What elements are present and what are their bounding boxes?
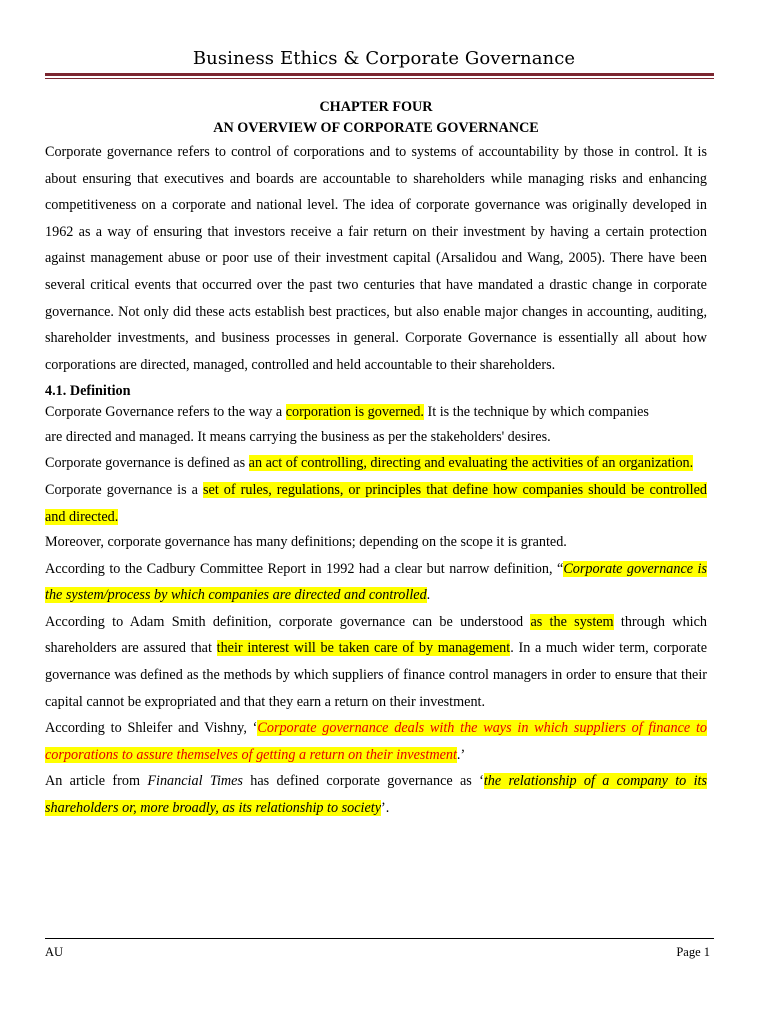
document-body — [45, 97, 707, 822]
highlight: an act of controlling, directing and evaluating the activities of an organization. — [248, 455, 694, 472]
definition-4: Moreover, corporate governance has many definitions; depending on the scope it is granted. — [45, 534, 567, 551]
shleifer-definition: According to Shleifer and Vishny, ‘Corporate governance deals with the ways in which suppliers of finance to corporations to assure themselves of getting a return on their investment.’ — [45, 720, 707, 763]
highlight: set of rules, regulations, or principles that define how companies should be controlled and directed. — [45, 481, 707, 525]
definition-1-cont: are directed and managed. It means carrying the business as per the stakeholders' desires. — [45, 428, 551, 445]
cadbury-quote: Corporate governance is the system/process by which companies are directed and controlled — [45, 560, 707, 604]
page-header-title: Business Ethics & Corporate Governance — [192, 48, 576, 69]
footer-rule — [45, 938, 714, 939]
section-heading: 4.1. Definition — [45, 383, 131, 400]
highlight: as the system — [530, 613, 614, 630]
smith-definition: According to Adam Smith definition, corporate governance can be understood as the system through which shareholders are assured that their interest will be taken care of by management. In a much wider term, corporate governance was defined as the methods by which suppliers of finance control managers in order to ensure that their capital cannot be expropriated and that they earn a return on their investment. — [45, 613, 707, 710]
definition-3: Corporate governance is a set of rules, regulations, or principles that define how companies should be controlled and directed. — [45, 481, 707, 525]
definition-2: Corporate governance is defined as an act of controlling, directing and evaluating the activities of an organization. — [45, 455, 694, 472]
intro-paragraph: Corporate governance refers to control of corporations and to systems of accountability by those in control. It is about ensuring that executives and boards are accountable to shareholders while managing risks and enhancing competitiveness on a corporate and national level. The idea of corporate governance was originally developed in 1962 as a way of ensuring that investors receive a fair return on their investment by having a certain protection against management abuse or poor use of their investment capital (Arsalidou and Wang, 2005). There have been several critical events that occurred over the past two centuries that have mandated a drastic change in corporate governance. Not only did these acts establish best practices, but also enable major changes in accounting, auditing, shareholder investments, and business processes in general. Corporate Governance is essentially all about how corporations are directed, managed, controlled and held accountable to their shareholders. — [45, 144, 707, 373]
chapter-title: AN OVERVIEW OF CORPORATE GOVERNANCE — [213, 120, 539, 136]
ft-quote: the relationship of a company to its shareholders or, more broadly, as its relationship to society — [45, 773, 707, 816]
shleifer-quote: Corporate governance deals with the ways in which suppliers of finance to corporations to assure themselves of getting a return on their investment — [45, 720, 707, 763]
highlight: their interest will be taken care of by management — [216, 640, 511, 657]
cadbury-definition: According to the Cadbury Committee Report in 1992 had a clear but narrow definition, “Corporate governance is the system/process by which companies are directed and controlled. — [45, 560, 707, 604]
footer-author: AU — [45, 945, 64, 959]
header-rule-thin — [45, 78, 714, 79]
definition-1: Corporate Governance refers to the way a corporation is governed. It is the technique by which companies — [45, 404, 649, 421]
highlight: corporation is governed. — [285, 404, 424, 421]
footer-page-number: Page 1 — [676, 945, 710, 959]
ft-source: Financial Times — [147, 773, 243, 790]
ft-definition: An article from Financial Times has defined corporate governance as ‘the relationship of a company to its shareholders or, more broadly, as its relationship to society’. — [45, 773, 707, 816]
header-rule-thick — [45, 73, 714, 76]
chapter-number: CHAPTER FOUR — [319, 99, 433, 115]
